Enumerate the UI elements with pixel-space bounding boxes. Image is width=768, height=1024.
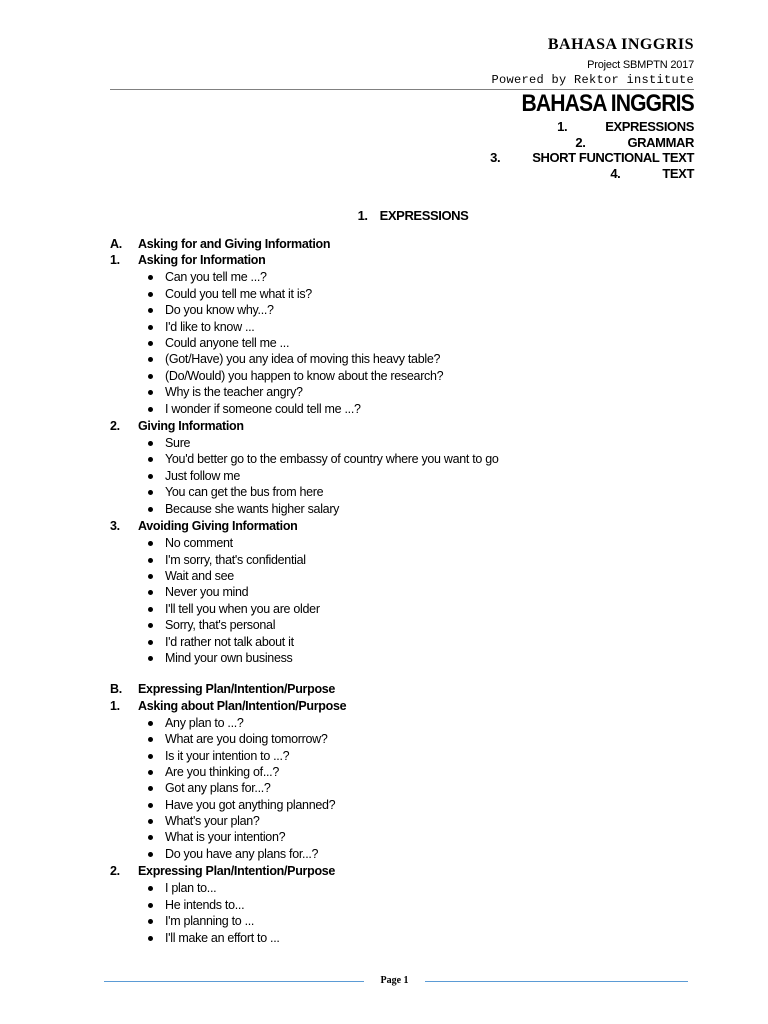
bullet-icon — [148, 852, 153, 857]
list-item-text: I'll tell you when you are older — [165, 601, 320, 616]
bullet-icon — [148, 292, 153, 297]
list-item-text: Do you have any plans for...? — [165, 846, 319, 861]
list-item-text: Have you got anything planned? — [165, 797, 336, 812]
list-item-text: What's your plan? — [165, 814, 260, 829]
list-item-text: I'm sorry, that's confidential — [165, 552, 306, 567]
list-item — [110, 650, 710, 666]
bullet-icon — [148, 640, 153, 645]
list-item-text: Because she wants higher salary — [165, 501, 340, 516]
section-heading — [0, 208, 768, 223]
list-item-text: What is your intention? — [165, 830, 286, 845]
list-item — [110, 302, 710, 318]
bullet-list — [110, 879, 710, 947]
list-item — [110, 930, 710, 946]
list-item-text: (Do/Would) you happen to know about the research? — [165, 368, 444, 383]
bullet-icon — [148, 574, 153, 579]
list-item — [110, 748, 710, 764]
footer-page-number: Page 1 — [380, 975, 409, 986]
list-item-text: I plan to... — [165, 881, 217, 896]
list-item — [110, 401, 710, 417]
bullet-icon — [148, 819, 153, 824]
list-item-text: I wonder if someone could tell me ...? — [165, 401, 361, 416]
bullet-icon — [148, 308, 153, 313]
list-item — [110, 319, 710, 335]
bullet-icon — [148, 919, 153, 924]
bullet-icon — [148, 936, 153, 941]
list-item — [110, 897, 710, 913]
list-item-text: Can you tell me ...? — [165, 270, 267, 285]
toc-item — [294, 119, 694, 135]
subsection-title — [110, 418, 710, 434]
subsection-title-text: Giving Information — [138, 418, 244, 433]
subsection-marker: 2. — [110, 418, 120, 433]
section-title — [110, 236, 710, 252]
list-item — [110, 451, 710, 467]
bullet-icon — [148, 754, 153, 759]
list-item-text: Got any plans for...? — [165, 781, 271, 796]
bullet-icon — [148, 275, 153, 280]
subsection-title — [110, 518, 710, 534]
list-item — [110, 435, 710, 451]
subsection-marker: 1. — [110, 253, 120, 268]
table-of-contents — [294, 119, 694, 181]
list-item — [110, 813, 710, 829]
list-item-text: Why is the teacher angry? — [165, 385, 303, 400]
bullet-icon — [148, 457, 153, 462]
bullet-icon — [148, 325, 153, 330]
toc-item-label: SHORT FUNCTIONAL TEXT — [532, 150, 694, 165]
list-item — [110, 468, 710, 484]
bullet-icon — [148, 737, 153, 742]
list-item-text: Do you know why...? — [165, 303, 274, 318]
bullet-icon — [148, 786, 153, 791]
list-item-text: You'd better go to the embassy of country where you want to go — [165, 452, 499, 467]
list-item-text: I'm planning to ... — [165, 914, 255, 929]
list-item — [110, 484, 710, 500]
footer-rule-left — [104, 981, 364, 982]
footer-rule-right — [425, 981, 688, 982]
bullet-icon — [148, 623, 153, 628]
bullet-icon — [148, 656, 153, 661]
toc-item — [294, 166, 694, 182]
subsection-marker: 1. — [110, 698, 120, 713]
list-item-text: Never you mind — [165, 585, 249, 600]
toc-item-number: 2. — [575, 134, 586, 150]
toc-item — [294, 135, 694, 151]
list-item — [110, 634, 710, 650]
list-item-text: I'd rather not talk about it — [165, 634, 294, 649]
list-item — [110, 368, 710, 384]
list-item — [110, 617, 710, 633]
header-brand: BAHASA INGGRIS — [547, 36, 694, 53]
list-item-text: What are you doing tomorrow? — [165, 732, 328, 747]
list-item-text: Wait and see — [165, 569, 234, 583]
bullet-icon — [148, 374, 153, 379]
list-item-text: You can get the bus from here — [165, 485, 324, 500]
subsection-title-text: Avoiding Giving Information — [138, 519, 298, 534]
subsection-title-text: Asking for Information — [138, 253, 266, 268]
bullet-icon — [148, 507, 153, 512]
section-marker: A. — [110, 237, 122, 251]
toc-item-number: 3. — [490, 150, 501, 165]
bullet-list — [110, 714, 710, 864]
bullet-icon — [148, 803, 153, 808]
toc-item — [294, 150, 694, 166]
list-item-text: He intends to... — [165, 897, 245, 912]
list-item — [110, 780, 710, 796]
list-item-text: No comment — [165, 536, 233, 551]
list-item — [110, 601, 710, 617]
list-item — [110, 764, 710, 780]
toc-item-label: TEXT — [662, 165, 694, 181]
bullet-list — [110, 268, 710, 418]
bullet-icon — [148, 474, 153, 479]
list-item — [110, 731, 710, 747]
bullet-list — [110, 534, 710, 667]
subsection-title-text: Asking about Plan/Intention/Purpose — [138, 698, 347, 713]
list-item-text: Could anyone tell me ... — [165, 335, 290, 350]
bullet-icon — [148, 607, 153, 612]
list-item — [110, 846, 710, 862]
list-item — [110, 568, 710, 584]
list-item-text: Just follow me — [165, 468, 240, 483]
list-item — [110, 535, 710, 551]
bullet-icon — [148, 590, 153, 595]
list-item — [110, 384, 710, 400]
section-marker: B. — [110, 682, 122, 697]
bullet-icon — [148, 835, 153, 840]
section-title-text: Asking for and Giving Information — [138, 237, 331, 251]
subsection-title — [110, 698, 710, 714]
bullet-icon — [148, 558, 153, 563]
list-item — [110, 584, 710, 600]
toc-item-number: 1. — [557, 119, 568, 134]
bullet-icon — [148, 541, 153, 546]
bullet-icon — [148, 770, 153, 775]
list-item-text: I'd like to know ... — [165, 319, 255, 334]
section-title — [110, 681, 710, 697]
list-item-text: Is it your intention to ...? — [165, 748, 290, 763]
list-item — [110, 501, 710, 517]
bullet-icon — [148, 357, 153, 362]
subsection-marker: 2. — [110, 864, 120, 879]
bullet-icon — [148, 903, 153, 908]
section-heading-label: EXPRESSIONS — [379, 208, 469, 223]
list-item — [110, 269, 710, 285]
list-item-text: Mind your own business — [165, 650, 293, 665]
bullet-icon — [148, 441, 153, 446]
list-item-text: I'll make an effort to ... — [165, 930, 280, 945]
subsection-title — [110, 252, 710, 268]
list-item — [110, 715, 710, 731]
bullet-icon — [148, 390, 153, 395]
list-item-text: Any plan to ...? — [165, 715, 244, 730]
list-item — [110, 351, 710, 367]
list-item — [110, 829, 710, 845]
toc-item-number: 4. — [610, 165, 621, 181]
document-body — [110, 236, 710, 947]
subsection-marker: 3. — [110, 519, 120, 534]
bullet-icon — [148, 341, 153, 346]
list-item — [110, 552, 710, 568]
subsection-title-text: Expressing Plan/Intention/Purpose — [138, 864, 336, 879]
list-item-text: Sure — [165, 436, 191, 451]
list-item — [110, 335, 710, 351]
bullet-icon — [148, 407, 153, 412]
list-item — [110, 880, 710, 896]
list-item-text: Are you thinking of...? — [165, 764, 280, 779]
toc-item-label: GRAMMAR — [627, 134, 694, 150]
section-title-text: Expressing Plan/Intention/Purpose — [138, 682, 336, 697]
bullet-icon — [148, 721, 153, 726]
list-item — [110, 913, 710, 929]
subsection-title — [110, 863, 710, 879]
header-powered: Powered by Rektor institute — [491, 73, 694, 87]
toc-item-label: EXPRESSIONS — [605, 119, 694, 134]
page-title: BAHASA INGGRIS — [521, 90, 694, 117]
list-item — [110, 286, 710, 302]
list-item-text: Sorry, that's personal — [165, 618, 276, 633]
bullet-list — [110, 434, 710, 518]
list-item-text: Could you tell me what it is? — [165, 286, 312, 301]
header-project: Project SBMPTN 2017 — [587, 59, 694, 71]
section-heading-number: 1. — [357, 208, 368, 223]
list-item — [110, 797, 710, 813]
list-item-text: (Got/Have) you any idea of moving this heavy table? — [165, 352, 441, 367]
bullet-icon — [148, 490, 153, 495]
bullet-icon — [148, 886, 153, 891]
